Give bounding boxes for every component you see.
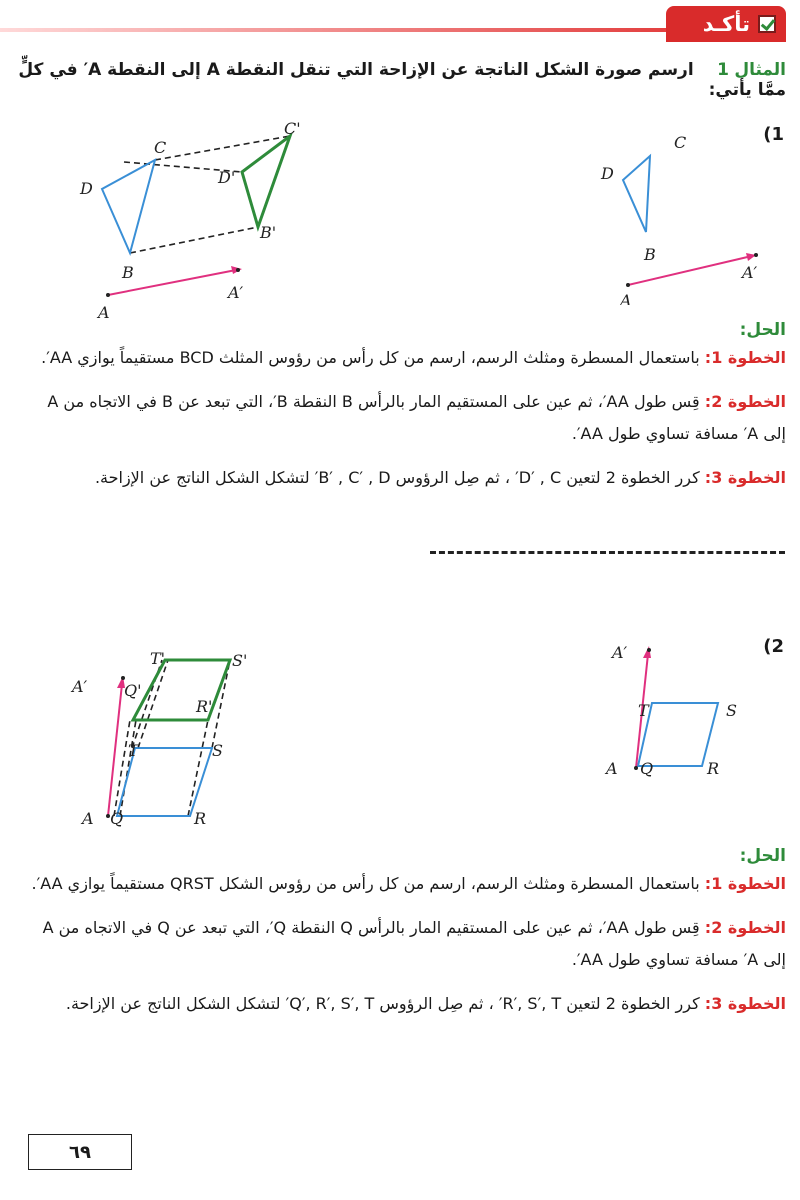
step-label: الخطوة 2:: [704, 918, 786, 937]
step-text: كرر الخطوة 2 لتعين D′ , C′ ، ثم صِل الرؤوس B′ , C′ , D′ لتشكل الشكل الناتج عن الإزاحة.: [94, 468, 700, 487]
label-T: T: [638, 701, 649, 720]
label-A: A: [606, 759, 618, 778]
label-C-prime: C': [284, 120, 301, 138]
part2-step3: [14, 988, 786, 1020]
label-S: S: [212, 741, 223, 760]
step-text: باستعمال المسطرة ومثلث الرسم، ارسم من كل رأس من رؤوس المثلث BCD مستقيماً يوازي AA′.: [41, 348, 700, 367]
label-A-prime: A′: [742, 263, 758, 282]
part2-step2: [14, 912, 786, 944]
label-D: D: [601, 164, 614, 183]
step-text: قِس طول AA′، ثم عين على المستقيم المار بالرأس B النقطة B′، التي تبعد عن B في الاتجاه من A: [47, 392, 700, 411]
section-divider: [430, 551, 785, 554]
example-instruction: ارسم صورة الشكل الناتجة عن الإزاحة التي تنقل النقطة A إلى النقطة A′ في كلٍّ ممَّا يأتي:: [18, 60, 786, 100]
example-instruction-row: [14, 60, 786, 100]
checkbox-icon: [758, 15, 776, 33]
step-label: الخطوة 1:: [704, 874, 786, 893]
label-R: R: [707, 759, 720, 778]
label-A: A: [620, 291, 632, 305]
step-text: كرر الخطوة 2 لتعين R′, S′, T′ ، ثم صِل الرؤوس Q′, R′, S′, T′ لتشكل الشكل الناتج عن الإزاحة.: [65, 994, 700, 1013]
step-text: قِس طول AA′، ثم عين على المستقيم المار بالرأس Q النقطة Q′، التي تبعد عن Q في الاتجاه من A: [42, 918, 700, 937]
label-R: R: [194, 809, 207, 828]
step-label: الخطوة 1:: [704, 348, 786, 367]
label-B-prime: B': [260, 223, 277, 242]
label-A-prime: A′: [228, 283, 244, 302]
step-label: الخطوة 3:: [704, 994, 786, 1013]
label-Q: Q: [110, 809, 124, 828]
example-label: المثال: [734, 60, 786, 80]
step-text: باستعمال المسطرة ومثلث الرسم، ارسم من كل رأس من رؤوس الشكل QRST مستقيماً يوازي AA′.: [31, 874, 700, 893]
label-A-prime: A′: [72, 677, 88, 696]
header-title: تأكـد: [702, 12, 750, 36]
label-Q: Q: [640, 759, 654, 778]
part2-solution-label: الحل:: [739, 846, 786, 866]
part1-step2: [14, 386, 786, 418]
header-rule: [0, 28, 690, 32]
part1-solution-label: الحل:: [739, 320, 786, 340]
header-tab: [666, 6, 786, 42]
label-D-prime: D': [218, 168, 236, 187]
label-A-prime: A′: [612, 643, 628, 662]
part1-solved-figure: [70, 120, 310, 320]
part2-step2-continued: إلى A′ مسافة تساوي طول AA′.: [571, 950, 786, 969]
label-A: A: [82, 809, 94, 828]
label-A: A: [98, 303, 110, 320]
part1-step2-continued: إلى A′ مسافة تساوي طول AA′.: [571, 424, 786, 443]
label-T-prime: T': [150, 650, 166, 668]
label-Q-prime: Q': [124, 681, 142, 700]
label-R-prime: R': [196, 697, 213, 716]
part2-number: (2: [763, 636, 784, 657]
label-S: S: [726, 701, 737, 720]
part2-given-figure: [600, 630, 760, 785]
label-S-prime: S': [232, 651, 248, 670]
label-T: T: [128, 741, 139, 760]
page-number: ٦٩: [28, 1134, 132, 1170]
label-B: B: [644, 245, 656, 264]
part2-step1: [14, 868, 786, 900]
label-C: C: [674, 133, 687, 152]
part1-step3: [14, 462, 786, 494]
part1-number: (1: [763, 124, 784, 145]
label-B: B: [122, 263, 134, 282]
step-label: الخطوة 3:: [704, 468, 786, 487]
label-D: D: [80, 179, 93, 198]
example-number: 1: [717, 60, 729, 80]
step-label: الخطوة 2:: [704, 392, 786, 411]
part1-given-figure: [580, 120, 780, 305]
label-C: C: [154, 138, 167, 157]
part1-step1: [14, 342, 786, 374]
part2-solved-figure: [70, 650, 270, 830]
